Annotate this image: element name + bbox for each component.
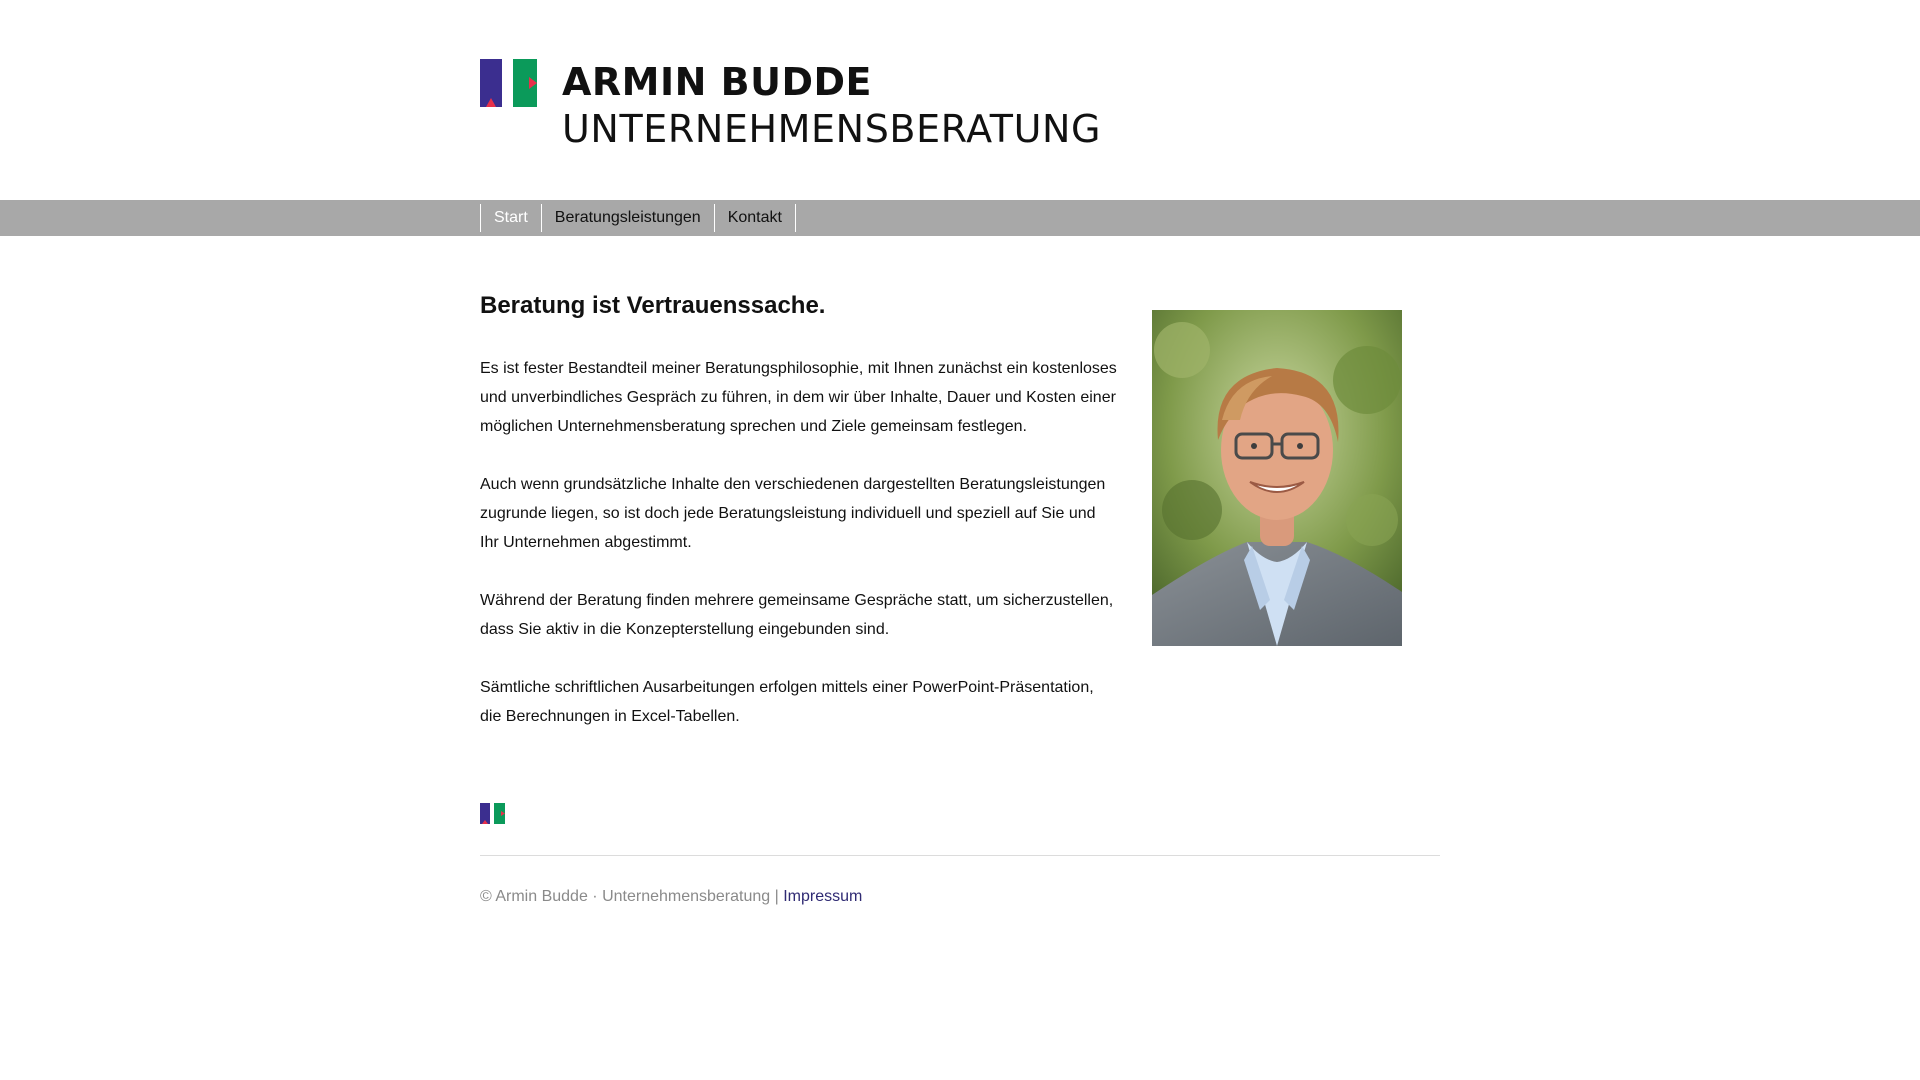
- site-logo[interactable]: [480, 58, 1102, 158]
- portrait-photo: [1152, 310, 1402, 646]
- logo-title: ARMIN BUDDE: [562, 60, 873, 104]
- site-header: [0, 0, 1920, 200]
- footer-logo-mark-icon: [480, 803, 505, 824]
- nav-item-start[interactable]: Start: [480, 204, 542, 232]
- main-navigation: [480, 204, 796, 232]
- content-paragraph: Sämtliche schriftlichen Ausarbeitungen erfolgen mittels einer PowerPoint-Präsentation, die Berechnungen in Excel-Tabellen.: [480, 679, 1094, 725]
- portrait-image: [1152, 310, 1402, 646]
- footer-divider: [480, 855, 1440, 856]
- logo-subtitle: UNTERNEHMENSBERATUNG: [562, 107, 1102, 151]
- nav-item-kontakt[interactable]: Kontakt: [715, 204, 796, 232]
- nav-item-beratungsleistungen[interactable]: Beratungsleistungen: [542, 204, 715, 232]
- impressum-link[interactable]: Impressum: [783, 888, 863, 905]
- page-title: Beratung ist Vertrauenssache.: [480, 292, 826, 319]
- main-navigation-bar: [0, 200, 1920, 236]
- content-paragraph: Auch wenn grundsätzliche Inhalte den verschiedenen dargestellten Beratungsleistungen zugrunde liegen, so ist doch jede Beratungsleistung individuell und speziell auf Sie und Ihr Unternehmen abgestimmt.: [480, 476, 1106, 551]
- site-footer: [480, 888, 862, 906]
- content-paragraph: Während der Beratung finden mehrere gemeinsame Gespräche statt, um sicherzustellen, dass Sie aktiv in die Konzepterstellung eingebunden sind.: [480, 592, 1114, 638]
- content-paragraph: Es ist fester Bestandteil meiner Beratungsphilosophie, mit Ihnen zunächst ein kostenloses und unverbindliches Gespräch zu führen, in dem wir über Inhalte, Dauer und Kosten einer möglichen Unternehmensberatung sprechen und Ziele gemeinsam festlegen.: [480, 360, 1117, 435]
- footer-copyright: © Armin Budde · Unternehmensberatung |: [480, 888, 784, 905]
- main-content: [480, 354, 1118, 760]
- budde-logo-mark-icon: [480, 59, 537, 107]
